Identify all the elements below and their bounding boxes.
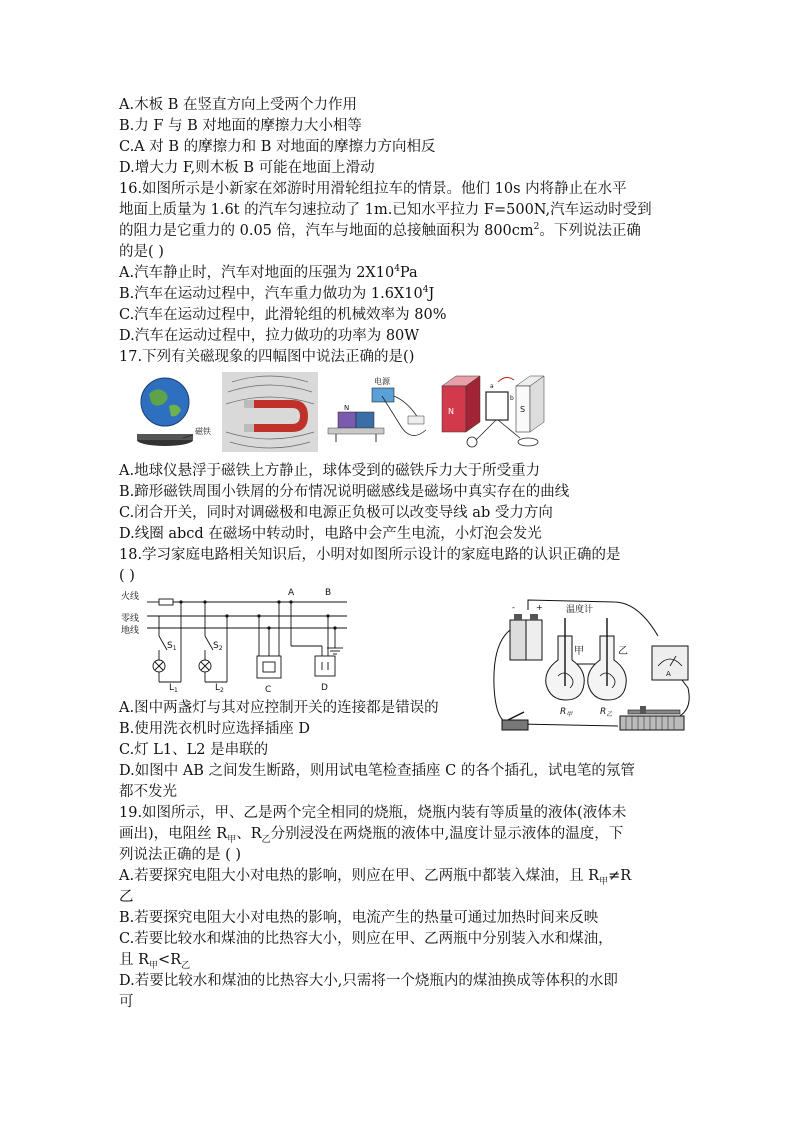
q19-stem-line2-mid: 、R [236,826,262,842]
horseshoe-magnet-figure [222,372,318,452]
q19-option-c-sub-yi: 乙 [181,960,191,971]
q16-option-a-text: A.汽车静止时，汽车对地面的压强为 2X10 [119,265,395,281]
q18-stem-line2: ( ) [119,568,135,584]
socket-c-label: C [265,685,272,695]
q16-option-a-exponent: 4 [394,264,400,275]
household-circuit-figure [119,586,364,698]
q18-option-d-line1: D.如图中 AB 之间发生断路，则用试电笔检查插座 C 的各个插孔，试电笔的氖管 [119,763,635,779]
q18-option-a: A.图中两盏灯与其对应控制开关的连接都是错误的 [119,700,439,716]
flask-yi-label: 乙 [618,646,628,657]
q19-option-d-line1: D.若要比较水和煤油的比热容大小,只需将一个烧瓶内的煤油换成等体积的水即 [119,973,618,989]
q16-stem-line3-tail: 。下列说法正确 [539,223,641,239]
q19-option-c-relation: <R [158,952,182,968]
coil-n-label: N [448,407,454,416]
light-bulb-icon [518,438,538,446]
q16-stem-line2: 地面上质量为 1.6t 的汽车匀速拉动了 1m.已知水平拉力 F=500N,汽车运动时受到 [119,202,652,218]
q16-stem-line3 [119,221,641,242]
coil-s-label: S [520,405,526,414]
q19-option-a-line2: 乙 [119,889,134,905]
q19-option-c-line1: C.若要比较水和煤油的比热容大小，则应在甲、乙两瓶中分别装入水和煤油， [119,931,613,947]
q19-stem-sub-yi: 乙 [261,834,271,845]
q16-stem-line4: 的是( ) [119,244,164,260]
magnet-n-pole [338,412,356,428]
coil-b-label: b [510,395,514,402]
q17-option-b: B.蹄形磁铁周围小铁屑的分布情况说明磁感线是磁场中真实存在的曲线 [119,484,570,500]
q19-stem-line2 [119,824,623,845]
q19-option-a-line1 [119,866,631,887]
battery-pack [510,614,542,660]
resistor-jia-label: $R_甲$ [560,707,573,718]
q15-option-d: D.增大力 F,则木板 B 可能在地面上滑动 [119,160,375,176]
q16-option-d: D.汽车在运动过程中，拉力做功的功率为 80W [119,328,420,344]
motor-experiment-figure [322,372,432,452]
battery-minus-label: - [512,603,515,612]
magnet-n-block [442,386,466,432]
fuse [159,599,173,605]
q16-option-b-unit: J [428,286,435,302]
lamp-l1-label: $L_1$ [169,683,178,694]
q19-stem-line2-tail: 分别浸没在两烧瓶的液体中,温度计显示液体的温度，下 [270,826,624,842]
live-wire-label: 火线 [121,592,140,602]
point-a-label: A [288,588,295,598]
n-pole-label: N [344,404,350,412]
switch [408,416,424,424]
joule-heating-experiment-figure [488,596,714,748]
q16-area-exponent: 2 [533,222,540,233]
magnet-label: 磁铁 [195,427,211,436]
q16-option-b-exponent: 4 [422,285,429,296]
switch-s1-label: $S_1$ [167,641,177,652]
ground-wire-label: 地线 [121,626,140,636]
socket-c [257,656,281,678]
q19-option-a-text: A.若要探究电阻大小对电热的影响，则应在甲、乙两瓶中都装入煤油，且 R [119,868,600,884]
q17-option-a: A.地球仪悬浮于磁铁上方静止，球体受到的磁铁斥力大于所受重力 [119,463,541,479]
q15-option-c: C.A 对 B 的摩擦力和 B 对地面的摩擦力方向相反 [119,139,436,155]
ammeter-label: A [666,670,671,678]
q16-stem-line1: 16.如图所示是小新家在郊游时用滑轮组拉车的情景。他们 10s 内将静止在水平 [119,181,627,197]
coil-a-label: a [490,383,494,390]
knife-switch [502,712,528,730]
power-supply [372,388,394,402]
point-b-label: B [325,588,332,598]
coil-abcd [486,392,508,420]
q15-option-b: B.力 F 与 B 对地面的摩擦力大小相等 [119,118,362,134]
switch-s2-label: $S_2$ [213,641,223,652]
socket-d-label: D [321,683,328,693]
q19-option-a-sub-jia: 甲 [599,876,609,887]
q17-option-c: C.闭合开关，同时对调磁极和电源正负极可以改变导线 ab 受力方向 [119,505,553,521]
power-label: 电源 [374,377,390,386]
q19-option-c-text: 且 R [119,952,150,968]
q19-stem-line1: 19.如图所示，甲、乙是两个完全相同的烧瓶，烧瓶内装有等质量的液体(液体未 [119,805,627,821]
q18-option-d-line2: 都不发光 [119,784,177,800]
q16-option-c: C.汽车在运动过程中，此滑轮组的机械效率为 80% [119,307,447,323]
q19-stem-sub-jia: 甲 [227,834,237,845]
q18-option-b: B.使用洗衣机时应选择插座 D [119,721,310,737]
rheostat [620,706,684,730]
q16-option-b [119,284,434,305]
levitating-globe-figure [125,372,215,452]
neutral-wire-label: 零线 [121,614,140,624]
q19-stem-line2-text: 画出)，电阻丝 R [119,826,228,842]
q16-option-b-text: B.汽车在运动过程中，汽车重力做功为 1.6X10 [119,286,423,302]
lamp-l2-label: $L_2$ [215,683,224,694]
generator-coil-figure [436,370,548,452]
q18-stem-line1: 18.学习家庭电路相关知识后，小明对如图所示设计的家庭电路的认识正确的是 [119,547,621,563]
resistor-yi-label: $R_乙$ [600,707,613,718]
q19-option-b: B.若要探究电阻大小对电热的影响，电流产生的热量可通过加热时间来反映 [119,910,599,926]
flask-jia-label: 甲 [574,646,584,657]
q16-stem-line3-text: 的阻力是它重力的 0.05 倍，汽车与地面的总接触面积为 800cm [119,223,534,239]
q19-option-c-line2 [119,950,190,971]
q19-option-c-sub-jia: 甲 [149,960,159,971]
q17-stem: 17.下列有关磁现象的四幅图中说法正确的是() [119,349,415,365]
q19-option-d-line2: 可 [119,994,134,1010]
q17-option-d: D.线圈 abcd 在磁场中转动时，电路中会产生电流，小灯泡会发光 [119,526,542,542]
q19-option-a-relation: ≠R [608,868,632,884]
q19-stem-line3: 列说法正确的是 ( ) [119,847,242,863]
thermometer-label: 温度计 [566,605,594,615]
q16-option-a-unit: Pa [399,265,418,281]
ammeter [652,646,688,680]
battery-plus-label: + [536,603,543,612]
q18-option-c: C.灯 L1、L2 是串联的 [119,742,269,758]
q16-option-a [119,263,418,284]
socket-d [315,656,335,676]
q15-option-a: A.木板 B 在竖直方向上受两个力作用 [119,97,357,113]
